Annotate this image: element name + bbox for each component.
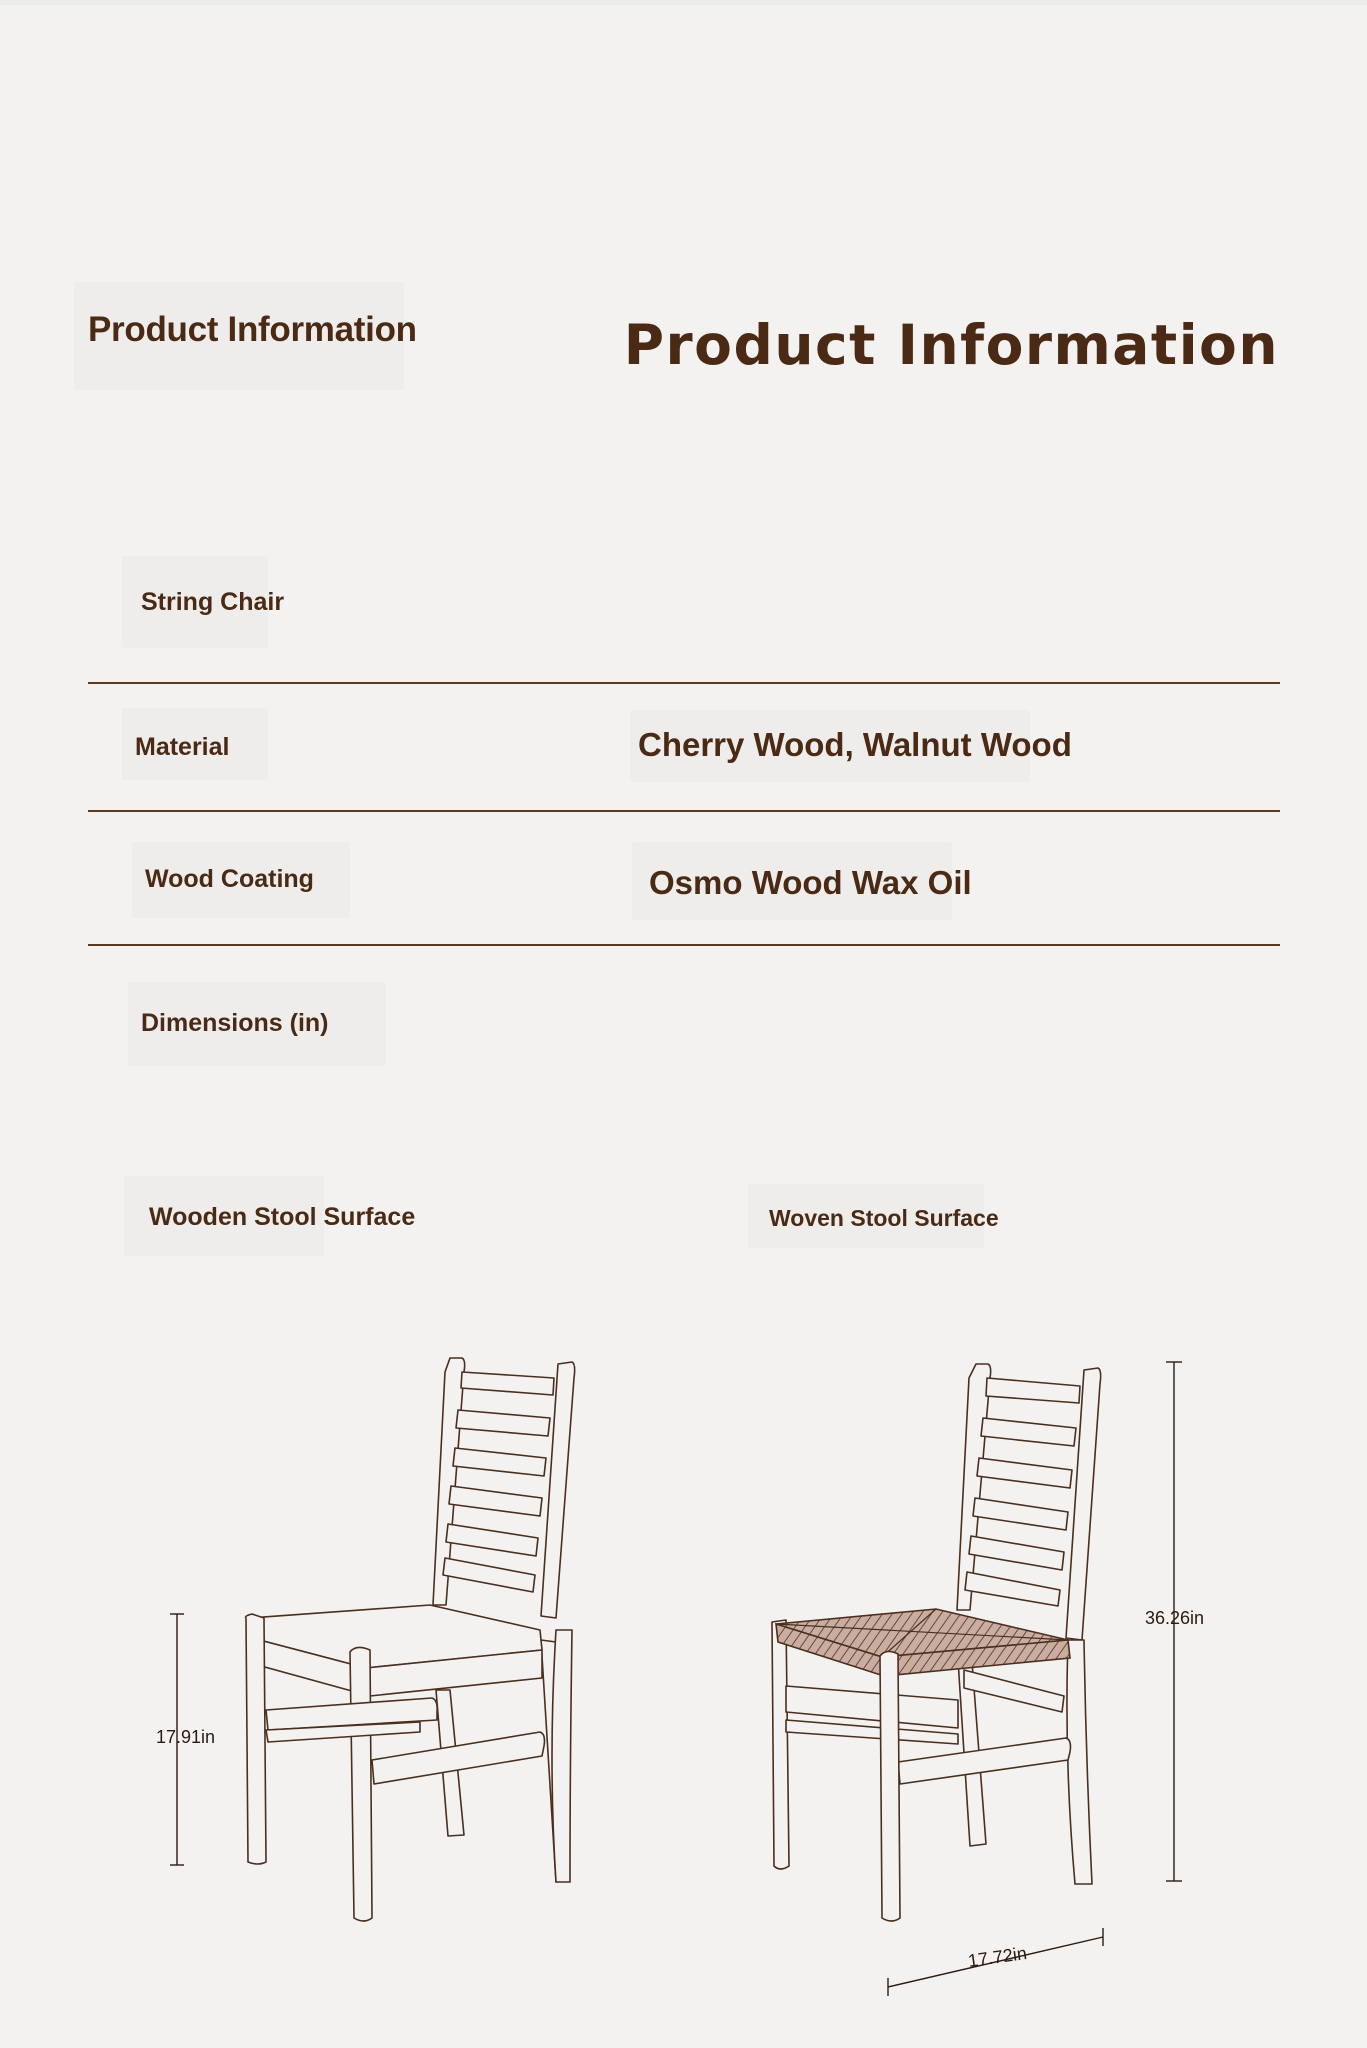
wooden-stool-label: Wooden Stool Surface — [149, 1203, 416, 1231]
coating-label: Wood Coating — [145, 865, 314, 893]
dimensions-label: Dimensions (in) — [141, 1009, 329, 1037]
coating-value: Osmo Wood Wax Oil — [649, 864, 972, 901]
product-name: String Chair — [141, 588, 285, 616]
seat-height-label: 17.91in — [156, 1727, 216, 1747]
total-height-label: 36.26in — [1145, 1608, 1205, 1628]
woven-stool-label: Woven Stool Surface — [769, 1205, 999, 1231]
page-title-left: Product Information — [88, 310, 417, 349]
material-value: Cherry Wood, Walnut Wood — [638, 726, 1072, 763]
woven-front-right-leg — [880, 1651, 900, 1921]
page-title-right: Product Information — [623, 313, 1279, 377]
material-label: Material — [135, 733, 230, 761]
wooden-chair-drawing — [246, 1358, 575, 1921]
width-label: 17.72in — [966, 1942, 1029, 1972]
